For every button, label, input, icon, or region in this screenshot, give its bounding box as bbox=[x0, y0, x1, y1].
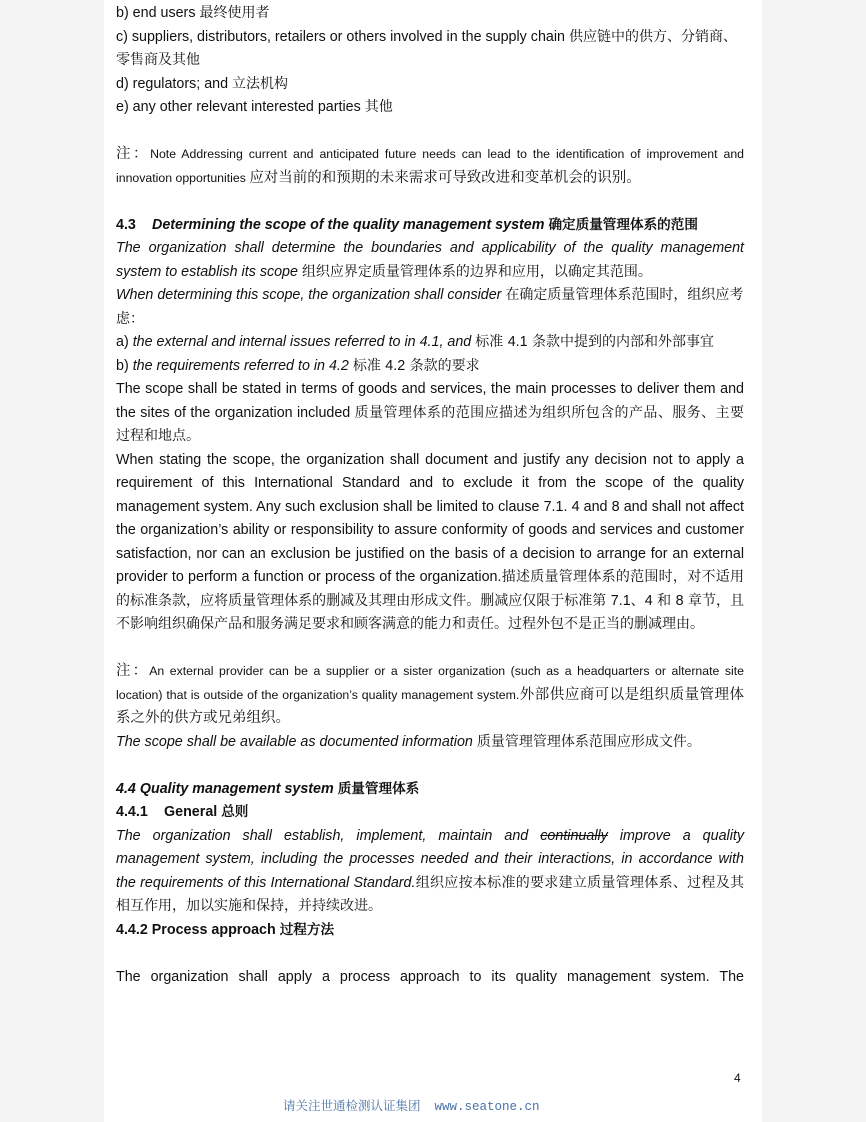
page-margin-right bbox=[762, 0, 866, 1122]
section-4-4-heading: 4.4 Quality management system 质量管理体系 bbox=[116, 780, 420, 797]
list-item-c: c) suppliers, distributors, retailers or others involved in the supply chain 供应链中的供方、分销商、零售商及其他 bbox=[116, 28, 737, 68]
list-item-b: b) end users 最终使用者 bbox=[116, 5, 270, 21]
footer-url[interactable]: www.seatone.cn bbox=[434, 1100, 540, 1114]
section-4-4-2-heading: 4.4.2 Process approach 过程方法 bbox=[116, 921, 335, 938]
document-body bbox=[116, 2, 744, 989]
section-4-3-heading: 4.3 Determining the scope of the quality management system 确定质量管理体系的范围 bbox=[116, 216, 698, 233]
list-item-d: d) regulators; and 立法机构 bbox=[116, 75, 289, 92]
note-2: 注：An external provider can be a supplier or a sister organization (such as a headquarters or alternate site location) that is outside of the organization’s quality management system.外部供应商可以是组织质量管理体系之外的供方或兄弟组织。 bbox=[116, 663, 745, 726]
section-4-3-para-2: When determining this scope, the organization shall consider 在确定质量管理体系范围时，组织应考虑： bbox=[116, 287, 744, 327]
footer bbox=[283, 1096, 540, 1114]
section-4-3-item-a: a) the external and internal issues referred to in 4.1, and 标准 4.1 条款中提到的内部和外部事宜 bbox=[116, 334, 715, 350]
section-4-3-para-1: The organization shall determine the boundaries and applicability of the quality management system to establish its scope 组织应界定质量管理体系的边界和应用，以确定其范围。 bbox=[116, 240, 744, 280]
page-margin-left bbox=[0, 0, 104, 1122]
page-number: 4 bbox=[734, 1071, 741, 1085]
footer-text: 请关注世通检测认证集团 bbox=[283, 1098, 421, 1113]
section-4-4-1-heading: 4.4.1 General 总则 bbox=[116, 804, 249, 820]
section-4-3-para-3: The scope shall be stated in terms of goods and services, the main processes to deliver them and the sites of the organization included 质量管理体系的范围应描述为组织所包含的产品、服务、主要过程和地点。 bbox=[116, 381, 744, 444]
note-1: 注：Note Addressing current and anticipated future needs can lead to the identification of improvement and innovation opportunities 应对当前的和预期的未来需求可导致改进和变革机会的识别。 bbox=[116, 146, 744, 186]
list-item-e: e) any other relevant interested parties 其他 bbox=[116, 99, 393, 115]
section-4-4-2-para: The organization shall apply a process approach to its quality management system. The bbox=[116, 968, 744, 985]
scope-documented-line: The scope shall be available as documented information 质量管理管理体系范围应形成文件。 bbox=[116, 733, 701, 750]
section-4-3-para-4: When stating the scope, the organization shall document and justify any decision not to apply a requirement of this International Standard and to exclude it from the scope of the quality management system. Any such exclusion shall be limited to clause 7.1. 4 and 8 and shall not affect the organization’s ability or responsibility to assure conformity of goods and services and customer satisfaction, nor can an exclusion be justified on the basis of a decision to arrange for an external provider to perform a function or process of the organization.描述质量管理体系的范围时，对不适用的标准条款，应将质量管理体系的删减及其理由形成文件。删减应仅限于标准第 7.1、4 和 8 章节，且不影响组织确保产品和服务满足要求和顾客满意的能力和责任。过程外包不是正当的删减理由。 bbox=[116, 451, 745, 632]
section-4-3-item-b: b) the requirements referred to in 4.2 标准 4.2 条款的要求 bbox=[116, 357, 480, 374]
section-4-4-1-para: The organization shall establish, implement, maintain and continually improve a quality management system, including the processes needed and their interactions, in accordance with the requirements of this International Standard.组织应按本标准的要求建立质量管理体系、过程及其相互作用，加以实施和保持，并持续改进。 bbox=[116, 827, 745, 914]
